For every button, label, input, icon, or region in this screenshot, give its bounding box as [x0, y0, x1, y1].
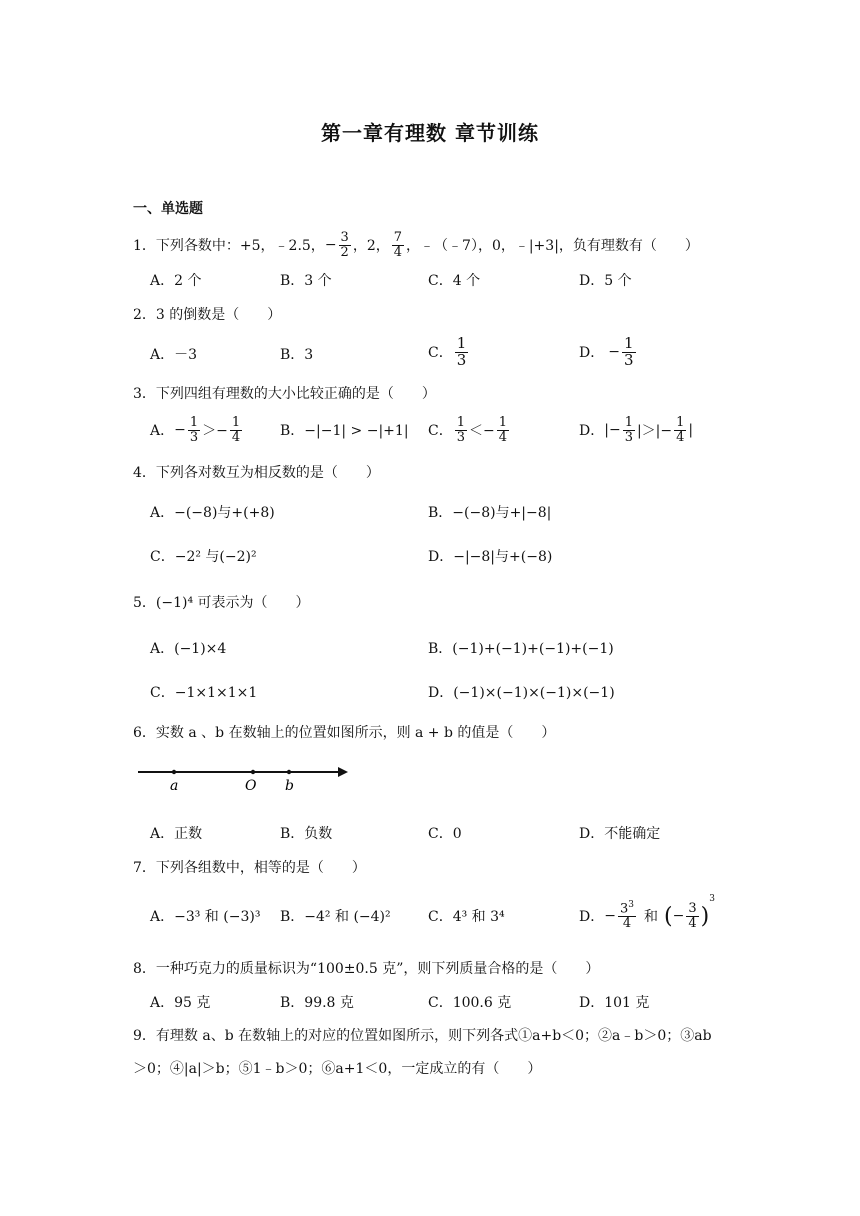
- q4-option-b: B．−(−8)与+|−8|: [428, 505, 552, 521]
- page-title: 第一章有理数 章节训练: [321, 121, 539, 145]
- q7-option-a: A．−3³ 和 (−3)³: [150, 909, 261, 925]
- question-7: 7．下列各组数中，相等的是（ ）: [133, 860, 366, 876]
- q6-option-c: C．0: [428, 826, 462, 842]
- question-6: 6．实数 a 、b 在数轴上的位置如图所示，则 a + b 的值是（ ）: [133, 725, 556, 741]
- q3-option-d: D． |− $\frac{1}{3}$ |＞|− $\frac{1}{4}$ |: [579, 414, 694, 445]
- q3-option-a: A． − $\frac{1}{3}$ ＞− $\frac{1}{4}$: [150, 414, 241, 445]
- point-a: [172, 770, 176, 774]
- q4-option-d: D．−|−8|与+(−8): [428, 549, 553, 565]
- q5-option-d: D．(−1)×(−1)×(−1)×(−1): [428, 685, 615, 701]
- q2-option-d: D． − $\frac{1}{3}$: [579, 333, 634, 369]
- q1-stem-pre: 1．下列各数中：+5，﹣2.5，: [133, 238, 325, 254]
- label-b: b: [285, 778, 294, 794]
- point-o: [251, 770, 255, 774]
- number-line-figure: [138, 760, 353, 796]
- q5-option-a: A．(−1)×4: [150, 641, 227, 657]
- q1-stem-mid: ，2，: [352, 238, 390, 254]
- q6-option-a: A．正数: [150, 826, 203, 842]
- q8-option-c: C．100.6 克: [428, 995, 512, 1011]
- q4-option-a: A．−(−8)与+(+8): [150, 505, 275, 521]
- q6-option-d: D．不能确定: [579, 826, 661, 842]
- q5-option-c: C．−1×1×1×1: [150, 685, 258, 701]
- q4-option-c: C．−2² 与(−2)²: [150, 549, 257, 565]
- q8-option-b: B．99.8 克: [280, 995, 354, 1011]
- q2-option-a: A．－3: [150, 347, 198, 363]
- q1-fraction-2: $\frac{7}{4}$: [393, 229, 403, 260]
- question-8: 8．一种巧克力的质量标识为“100±0.5 克”，则下列质量合格的是（ ）: [133, 961, 600, 977]
- section-heading: 一、单选题: [133, 201, 203, 217]
- q2-option-b: B．3: [280, 347, 314, 363]
- question-9-line-1: 9．有理数 a、b 在数轴上的对应的位置如图所示，则下列各式①a+b＜0；②a﹣b＞0；③ab: [133, 1028, 712, 1044]
- q6-option-b: B．负数: [280, 826, 333, 842]
- question-5: 5．(−1)⁴ 可表示为（ ）: [133, 595, 310, 611]
- label-o: O: [245, 778, 257, 794]
- q7-option-c: C．4³ 和 3⁴: [428, 909, 505, 925]
- q1-fraction-1: $\frac{3}{2}$: [340, 229, 349, 260]
- q7-option-d: D． − $\frac{3^3}{4}$ 和 ( − $\frac{3}{4}$ ) $^3$: [579, 894, 715, 932]
- q1-option-b: B．3 个: [280, 273, 332, 289]
- q3-option-c: C． $\frac{1}{3}$ ＜− $\frac{1}{4}$: [428, 414, 508, 445]
- arrow-head-icon: [338, 767, 348, 777]
- q1-option-a: A．2 个: [150, 273, 202, 289]
- question-1: 1．下列各数中：+5，﹣2.5， − $\frac{3}{2}$ ，2， $\frac{7}{4}$ ，﹣（﹣7），0，﹣|+3|，负有理数有（ ）: [133, 229, 699, 260]
- question-2: 2．3 的倒数是（ ）: [133, 307, 282, 323]
- point-b: [287, 770, 291, 774]
- q8-option-a: A．95 克: [150, 995, 211, 1011]
- label-a: a: [170, 778, 179, 794]
- q5-option-b: B．(−1)+(−1)+(−1)+(−1): [428, 641, 614, 657]
- q8-option-d: D．101 克: [579, 995, 650, 1011]
- q1-option-d: D．5 个: [579, 273, 632, 289]
- q7-option-b: B．−4² 和 (−4)²: [280, 909, 391, 925]
- q2-option-c: C． $\frac{1}{3}$: [428, 333, 467, 369]
- question-9-line-2: ＞0；④|a|＞b；⑤1﹣b＞0；⑥a+1＜0，一定成立的有（ ）: [133, 1061, 542, 1077]
- question-3: 3．下列四组有理数的大小比较正确的是（ ）: [133, 386, 436, 402]
- q1-option-c: C．4 个: [428, 273, 481, 289]
- q1-stem-post: ，﹣（﹣7），0，﹣|+3|，负有理数有（ ）: [406, 238, 699, 254]
- q3-option-b: B．−|−1| > −|+1|: [280, 423, 409, 439]
- question-4: 4．下列各对数互为相反数的是（ ）: [133, 465, 380, 481]
